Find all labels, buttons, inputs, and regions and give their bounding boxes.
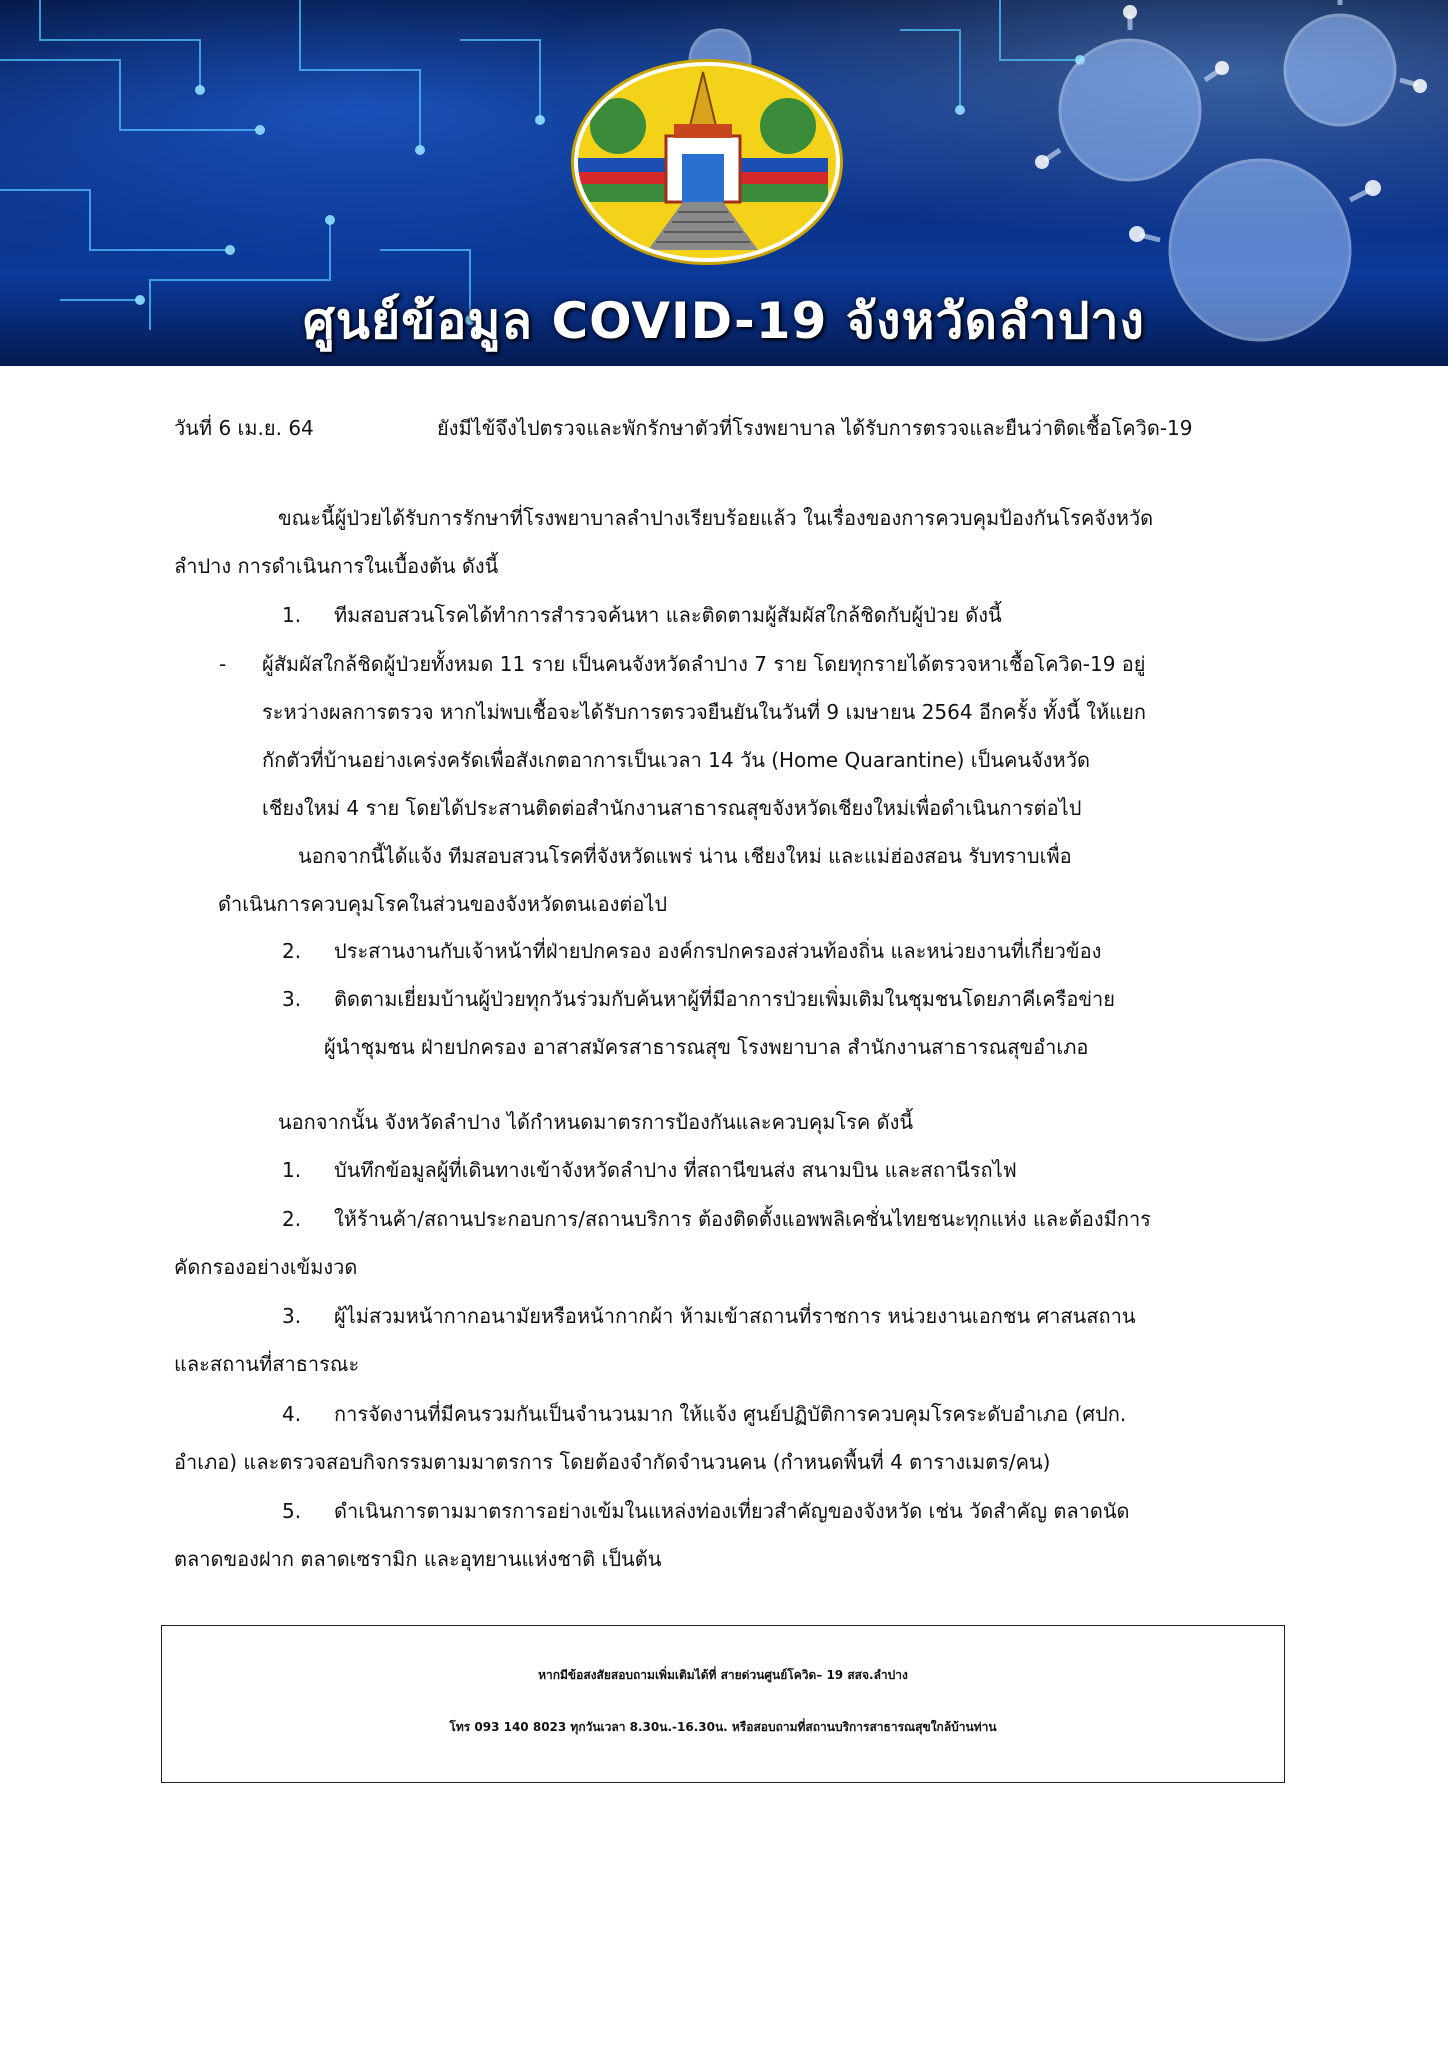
bullet-marker: - (219, 652, 227, 676)
bullet-line-3: กักตัวที่บ้านอย่างเคร่งครัดเพื่อสังเกตอาการเป็นเวลา 14 วัน (Home Quarantine) เป็นคนจังหวัด (262, 748, 1090, 772)
item-text: ติดตามเยี่ยมบ้านผู้ป่วยทุกวันร่วมกับค้นหาผู้ที่มีอาการป่วยเพิ่มเติมในชุมชนโดยภาคีเครือข่าย (334, 987, 1115, 1011)
item-number: 3. (282, 987, 302, 1011)
measure-item-5 (282, 1497, 1130, 1525)
item-text: การจัดงานที่มีคนรวมกันเป็นจำนวนมาก ให้แจ้ง ศูนย์ปฏิบัติการควบคุมโรคระดับอำเภอ (ศปก. (334, 1402, 1127, 1426)
intro-line-2: ลำปาง การดำเนินการในเบื้องต้น ดังนี้ (174, 554, 499, 578)
intro-line-1: ขณะนี้ผู้ป่วยได้รับการรักษาที่โรงพยาบาลลำปางเรียบร้อยแล้ว ในเรื่องของการควบคุมป้องกันโรคจังหวัด (278, 506, 1154, 530)
item-number: 5. (282, 1499, 302, 1523)
report-date: วันที่ 6 เม.ย. 64 (174, 416, 314, 440)
measure-item-1 (282, 1156, 1017, 1184)
bullet-line-1: ผู้สัมผัสใกล้ชิดผู้ป่วยทั้งหมด 11 ราย เป็นคนจังหวัดลำปาง 7 ราย โดยทุกรายได้ตรวจหาเชื้อโควิด-19 อยู่ (262, 652, 1146, 676)
item-text: ผู้ไม่สวมหน้ากากอนามัยหรือหน้ากากผ้า ห้ามเข้าสถานที่ราชการ หน่วยงานเอกชน ศาสนสถาน (334, 1304, 1136, 1328)
action-item-2 (282, 937, 1101, 965)
measure-item-4-cont: อำเภอ) และตรวจสอบกิจกรรมตามมาตรการ โดยต้องจำกัดจำนวนคน (กำหนดพื้นที่ 4 ตารางเมตร/คน) (174, 1450, 1051, 1474)
action-item-3-cont: ผู้นำชุมชน ฝ่ายปกครอง อาสาสมัครสาธารณสุข โรงพยาบาล สำนักงานสาธารณสุขอำเภอ (324, 1035, 1089, 1059)
action-item-3 (282, 985, 1115, 1013)
header-banner (0, 0, 1448, 366)
bullet-line-2: ระหว่างผลการตรวจ หากไม่พบเชื้อจะได้รับการตรวจยืนยันในวันที่ 9 เมษายน 2564 อีกครั้ง ทั้งนี้ ให้แยก (262, 700, 1146, 724)
item-text: บันทึกข้อมูลผู้ที่เดินทางเข้าจังหวัดลำปาง ที่สถานีขนส่ง สนามบิน และสถานีรถไฟ (334, 1158, 1017, 1182)
banner-title: ศูนย์ข้อมูล COVID-19 จังหวัดลำปาง (303, 292, 1145, 350)
item-text: ทีมสอบสวนโรคได้ทำการสำรวจค้นหา และติดตามผู้สัมผัสใกล้ชิดกับผู้ป่วย ดังนี้ (334, 603, 1002, 627)
item-text: ดำเนินการตามมาตรการอย่างเข้มในแหล่งท่องเที่ยวสำคัญของจังหวัด เช่น วัดสำคัญ ตลาดนัด (334, 1499, 1130, 1523)
province-seal-icon (574, 62, 840, 262)
item-text: ประสานงานกับเจ้าหน้าที่ฝ่ายปกครอง องค์กรปกครองส่วนท้องถิ่น และหน่วยงานที่เกี่ยวข้อง (334, 939, 1102, 963)
phone-hours-text: โทร 093 140 8023 ทุกวันเวลา 8.30น.-16.30น. หรือสอบถามที่สถานบริการสาธารณสุขใกล้บ้านท่าน (449, 1720, 997, 1734)
measure-item-4 (282, 1400, 1126, 1428)
item-number: 1. (282, 603, 302, 627)
measure-item-3-cont: และสถานที่สาธารณะ (174, 1352, 360, 1376)
item-number: 2. (282, 1207, 302, 1231)
notify-line-2: ดำเนินการควบคุมโรคในส่วนของจังหวัดตนเองต่อไป (218, 892, 668, 916)
item-number: 1. (282, 1158, 302, 1182)
contact-box (161, 1625, 1285, 1783)
case-summary: ยังมีไข้จึงไปตรวจและพักรักษาตัวที่โรงพยาบาล ได้รับการตรวจและยืนว่าติดเชื้อโควิด-19 (437, 416, 1193, 440)
measure-item-3 (282, 1302, 1136, 1330)
item-text: ให้ร้านค้า/สถานประกอบการ/สถานบริการ ต้องติดตั้งแอพพลิเคชั่นไทยชนะทุกแห่ง และต้องมีการ (334, 1207, 1151, 1231)
hotline-text: หากมีข้อสงสัยสอบถามเพิ่มเติมได้ที่ สายด่วนศูนย์โควิด– 19 สสจ.ลำปาง (538, 1668, 908, 1682)
item-number: 4. (282, 1402, 302, 1426)
action-item-1 (282, 601, 1002, 629)
notify-line-1: นอกจากนี้ได้แจ้ง ทีมสอบสวนโรคที่จังหวัดแพร่ น่าน เชียงใหม่ และแม่ฮ่องสอน รับทราบเพื่อ (298, 844, 1072, 868)
measure-item-5-cont: ตลาดของฝาก ตลาดเซรามิก และอุทยานแห่งชาติ เป็นต้น (174, 1547, 662, 1571)
item-number: 3. (282, 1304, 302, 1328)
bullet-line-4: เชียงใหม่ 4 ราย โดยได้ประสานติดต่อสำนักงานสาธารณสุขจังหวัดเชียงใหม่เพื่อดำเนินการต่อไป (262, 796, 1082, 820)
item-number: 2. (282, 939, 302, 963)
measures-intro: นอกจากนั้น จังหวัดลำปาง ได้กำหนดมาตรการป้องกันและควบคุมโรค ดังนี้ (278, 1110, 914, 1134)
measure-item-2 (282, 1205, 1151, 1233)
measure-item-2-cont: คัดกรองอย่างเข้มงวด (174, 1255, 358, 1279)
